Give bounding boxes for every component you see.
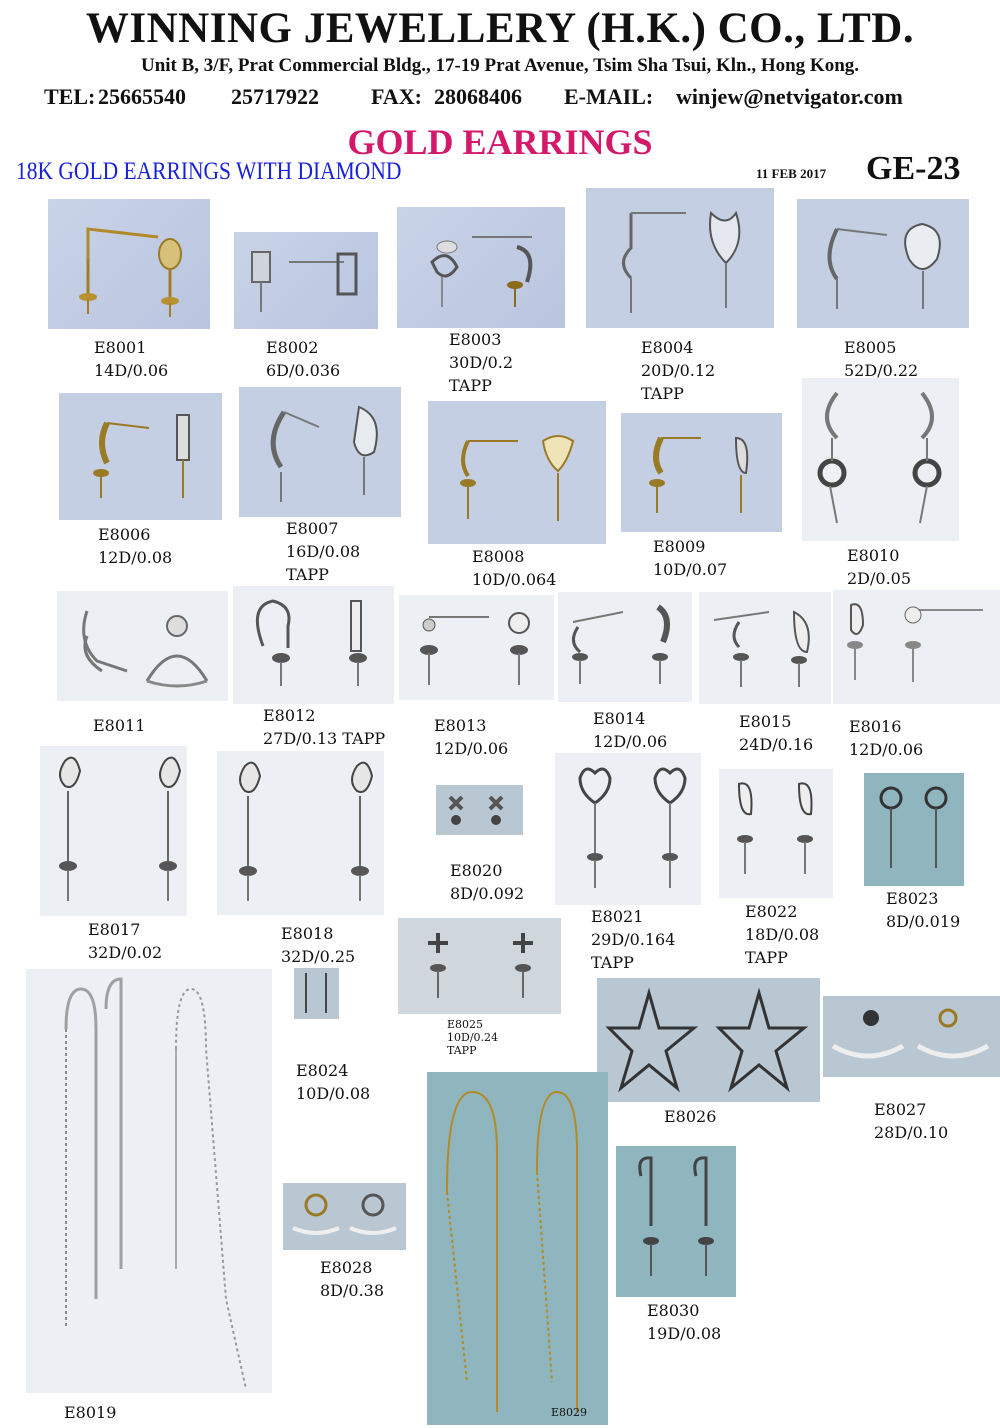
item-code: E8029 — [551, 1406, 588, 1419]
item-spec: 12D/0.06 — [593, 732, 668, 751]
product-photo-e8017[interactable] — [40, 746, 187, 916]
item-code: E8015 — [739, 712, 792, 731]
item-label-e8002 — [266, 336, 340, 382]
item-spec: 10D/0.07 — [653, 560, 728, 579]
product-photo-e8015[interactable] — [699, 592, 831, 704]
catalog-code: GE-23 — [866, 150, 961, 187]
item-spec: 2D/0.05 — [847, 569, 912, 588]
item-spec: 10D/0.064 — [472, 570, 557, 589]
item-label-e8001 — [94, 336, 168, 382]
item-code: E8028 — [320, 1258, 373, 1277]
item-label-e8007 — [286, 517, 360, 586]
item-code: E8014 — [593, 709, 646, 728]
item-code: E8021 — [591, 907, 644, 926]
item-label-e8012 — [263, 704, 385, 750]
item-code: E8030 — [647, 1301, 700, 1320]
product-photo-e8007[interactable] — [239, 387, 401, 517]
item-code: E8026 — [664, 1107, 717, 1126]
item-label-e8021 — [591, 905, 675, 974]
company-name: WINNING JEWELLERY (H.K.) CO., LTD. — [85, 5, 915, 52]
product-photo-e8016[interactable] — [833, 590, 1000, 704]
item-label-e8010 — [847, 544, 911, 590]
item-code: E8007 — [286, 519, 339, 538]
item-spec: 19D/0.08 — [647, 1324, 722, 1343]
item-spec: 27D/0.13 TAPP — [263, 729, 386, 748]
item-code: E8011 — [93, 716, 146, 735]
product-photo-e8023[interactable] — [864, 773, 964, 886]
item-code: E8020 — [450, 861, 503, 880]
item-label-e8026 — [664, 1105, 716, 1128]
product-photo-e8021[interactable] — [555, 753, 701, 905]
catalog-subtitle: 18K GOLD EARRINGS WITH DIAMOND — [16, 158, 402, 185]
item-label-e8025 — [447, 1018, 498, 1057]
product-photo-e8010[interactable] — [802, 378, 959, 541]
item-spec: 12D/0.06 — [434, 739, 509, 758]
product-photo-e8001[interactable] — [48, 199, 210, 329]
item-spec: 29D/0.164 — [591, 930, 676, 949]
item-label-e8020 — [450, 859, 524, 905]
product-photo-e8006[interactable] — [59, 393, 222, 520]
item-code: E8023 — [886, 889, 939, 908]
product-photo-e8008[interactable] — [428, 401, 606, 544]
item-label-e8014 — [593, 707, 667, 753]
item-code: E8009 — [653, 537, 706, 556]
product-photo-e8028[interactable] — [283, 1183, 406, 1250]
item-code: E8005 — [844, 338, 897, 357]
item-code: E8010 — [847, 546, 900, 565]
item-label-e8019 — [64, 1401, 116, 1424]
item-label-e8003 — [449, 328, 513, 397]
item-spec: 12D/0.06 — [849, 740, 924, 759]
item-note: TAPP — [745, 948, 788, 967]
catalog-date: 11 FEB 2017 — [756, 166, 827, 181]
item-label-e8004 — [641, 336, 715, 405]
item-spec: 8D/0.38 — [320, 1281, 385, 1300]
item-label-e8015 — [739, 710, 813, 756]
item-spec: 6D/0.036 — [266, 361, 341, 380]
item-label-e8028 — [320, 1256, 384, 1302]
item-code: E8006 — [98, 525, 151, 544]
product-photo-e8004[interactable] — [586, 188, 774, 328]
item-code: E8019 — [64, 1403, 117, 1422]
item-note: TAPP — [641, 384, 684, 403]
item-label-e8008 — [472, 545, 556, 591]
item-spec: 24D/0.16 — [739, 735, 814, 754]
item-label-e8024 — [296, 1059, 370, 1105]
product-photo-e8022[interactable] — [719, 769, 833, 898]
product-photo-e8025[interactable] — [398, 918, 561, 1014]
item-label-e8022 — [745, 900, 819, 969]
product-photo-e8029[interactable] — [427, 1072, 608, 1425]
tel-number-2: 25717922 — [231, 84, 319, 109]
item-code: E8022 — [745, 902, 798, 921]
product-photo-e8005[interactable] — [797, 199, 969, 328]
item-code: E8016 — [849, 717, 902, 736]
item-label-e8017 — [88, 918, 162, 964]
product-photo-e8027[interactable] — [823, 996, 1000, 1077]
item-spec: 28D/0.10 — [874, 1123, 949, 1142]
item-code: E8018 — [281, 924, 334, 943]
product-photo-e8030[interactable] — [616, 1146, 736, 1297]
product-photo-e8020[interactable] — [436, 785, 523, 835]
fax-number: 28068406 — [434, 84, 522, 109]
catalog-title: GOLD EARRINGS — [347, 122, 653, 162]
item-note: TAPP — [447, 1044, 477, 1057]
item-code: E8012 — [263, 706, 316, 725]
item-label-e8030 — [647, 1299, 721, 1345]
tel-label: TEL: — [44, 84, 96, 109]
product-photo-e8026[interactable] — [597, 978, 820, 1102]
item-note: TAPP — [449, 376, 492, 395]
item-label-e8018 — [281, 922, 355, 968]
email-address[interactable]: winjew@netvigator.com — [676, 84, 903, 109]
item-label-e8006 — [98, 523, 172, 569]
item-label-e8005 — [844, 336, 918, 382]
item-label-e8011 — [93, 714, 145, 737]
item-spec: 10D/0.24 — [447, 1031, 499, 1044]
company-address: Unit B, 3/F, Prat Commercial Bldg., 17-19 Prat Avenue, Tsim Sha Tsui, Kln., Hong Kong. — [140, 55, 860, 76]
item-spec: 32D/0.25 — [281, 947, 356, 966]
item-code: E8002 — [266, 338, 319, 357]
product-photo-e8024[interactable] — [294, 968, 339, 1019]
product-photo-e8012[interactable] — [233, 586, 394, 704]
product-photo-e8013[interactable] — [399, 595, 554, 700]
item-label-e8029 — [551, 1406, 587, 1419]
item-label-e8013 — [434, 714, 508, 760]
item-spec: 8D/0.092 — [450, 884, 525, 903]
item-code: E8017 — [88, 920, 141, 939]
fax-label: FAX: — [371, 84, 422, 109]
item-code: E8004 — [641, 338, 694, 357]
item-spec: 10D/0.08 — [296, 1084, 371, 1103]
product-photo-e8003[interactable] — [397, 207, 565, 328]
item-label-e8027 — [874, 1098, 948, 1144]
item-spec: 18D/0.08 — [745, 925, 820, 944]
item-code: E8013 — [434, 716, 487, 735]
item-label-e8009 — [653, 535, 727, 581]
item-spec: 32D/0.02 — [88, 943, 163, 962]
item-code: E8024 — [296, 1061, 349, 1080]
item-spec: 30D/0.2 — [449, 353, 514, 372]
email-label: E-MAIL: — [564, 84, 654, 109]
item-spec: 14D/0.06 — [94, 361, 169, 380]
item-spec: 12D/0.08 — [98, 548, 173, 567]
item-spec: 16D/0.08 — [286, 542, 361, 561]
product-photo-e8009[interactable] — [621, 413, 782, 532]
item-spec: 8D/0.019 — [886, 912, 961, 931]
tel-number-1: 25665540 — [98, 84, 186, 109]
product-photo-e8011[interactable] — [57, 591, 228, 701]
item-code: E8025 — [447, 1018, 484, 1031]
item-spec: 52D/0.22 — [844, 361, 919, 380]
item-code: E8001 — [94, 338, 147, 357]
item-code: E8003 — [449, 330, 502, 349]
item-note: TAPP — [286, 565, 329, 584]
product-photo-e8018[interactable] — [217, 751, 384, 915]
item-code: E8008 — [472, 547, 525, 566]
item-spec: 20D/0.12 — [641, 361, 716, 380]
product-photo-e8002[interactable] — [234, 232, 378, 329]
item-label-e8016 — [849, 715, 923, 761]
product-photo-e8019[interactable] — [26, 969, 272, 1393]
item-label-e8023 — [886, 887, 960, 933]
item-code: E8027 — [874, 1100, 927, 1119]
product-photo-e8014[interactable] — [558, 592, 692, 702]
item-note: TAPP — [591, 953, 634, 972]
